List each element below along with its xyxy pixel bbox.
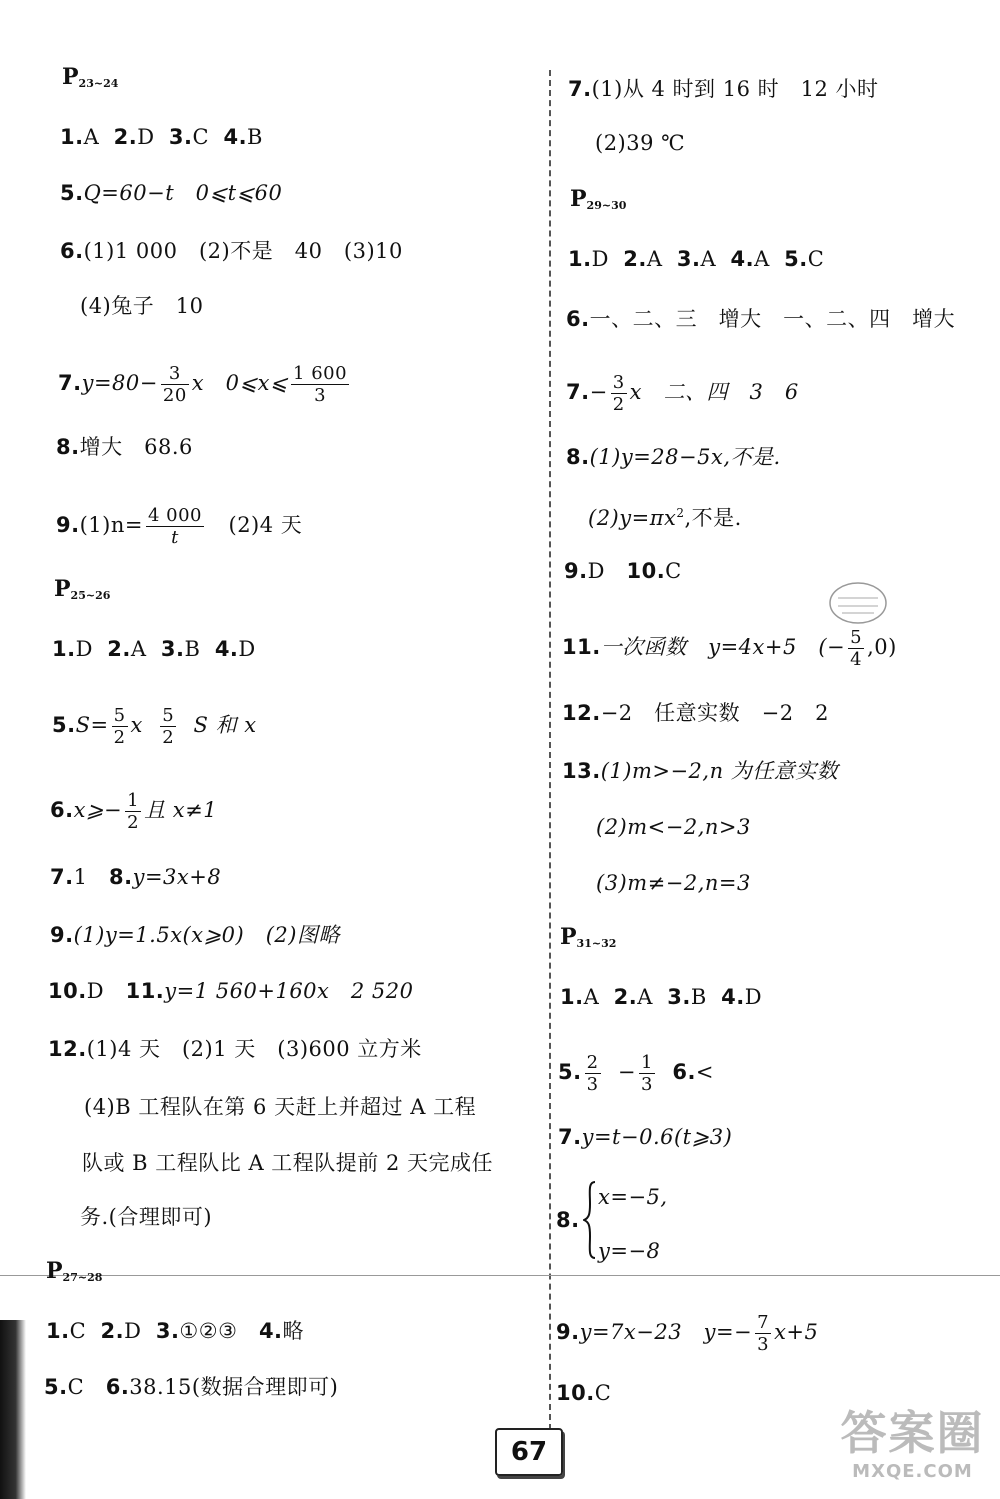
answer-line: 5.S= $\frac{5}{2}$ x $\frac{5}{2}$ S 和 x bbox=[52, 705, 257, 748]
answer-line: 务.(合理即可) bbox=[80, 1205, 213, 1229]
fraction: $\frac{5}{4}$ bbox=[850, 627, 863, 670]
fraction: $\frac{1}{2}$ bbox=[127, 790, 140, 833]
answer-line: 1.A 2.D 3.C 4.B bbox=[60, 125, 263, 149]
answer-line: 8. bbox=[556, 1208, 580, 1232]
fraction: $\frac{3}{20}$ bbox=[162, 363, 187, 406]
watermark-logo: 答案圈 MXQE.COM bbox=[840, 1406, 985, 1482]
fraction: $\frac{1}{3}$ bbox=[641, 1052, 653, 1095]
answer-line: 1.A 2.A 3.B 4.D bbox=[560, 985, 763, 1009]
horizontal-rule bbox=[0, 1275, 1000, 1276]
answer-line: (3)m≠−2,n=3 bbox=[596, 871, 751, 895]
section-header-31-32: $P_{31\sim 32}$ bbox=[560, 924, 617, 950]
system-brace bbox=[583, 1180, 597, 1260]
answer-line: 8.增大 68.6 bbox=[56, 435, 193, 459]
answer-line: 7.y=80− $\frac{3}{20}$ x 0⩽x⩽ $\frac{1 600}{3}$ bbox=[58, 363, 348, 406]
answer-line: 9.(1)n= $\frac{4 000}{t}$ (2)4 天 bbox=[56, 505, 303, 548]
column-divider bbox=[549, 70, 551, 1430]
answer-line: 5.C 6.38.15(数据合理即可) bbox=[44, 1375, 339, 1399]
page-edge-shadow bbox=[0, 1320, 26, 1499]
answer-line: 9.(1)y=1.5x(x⩾0) (2)图略 bbox=[50, 923, 340, 947]
answer-line: 1.C 2.D 3.①②③ 4.略 bbox=[46, 1319, 305, 1343]
answer-line: 8.(1)y=28−5x,不是. bbox=[566, 445, 781, 469]
stamp-icon bbox=[826, 578, 890, 628]
answer-line: 队或 B 工程队比 A 工程队提前 2 天完成任 bbox=[82, 1151, 494, 1175]
answer-line: 6.x⩾− $\frac{1}{2}$ 且 x≠1 bbox=[50, 790, 218, 833]
system-equation-2: y=−8 bbox=[598, 1239, 661, 1263]
answer-line: 7.(1)从 4 时到 16 时 12 小时 bbox=[568, 77, 879, 101]
page-number: 67 bbox=[495, 1428, 563, 1476]
answer-line: 12.(1)4 天 (2)1 天 (3)600 立方米 bbox=[48, 1037, 422, 1061]
section-header-27-28: $P_{27\sim 28}$ bbox=[46, 1258, 103, 1284]
fraction: $\frac{3}{2}$ bbox=[612, 372, 625, 415]
section-header-29-30: $P_{29\sim 30}$ bbox=[570, 186, 627, 212]
answer-line: 7.y=t−0.6(t⩾3) bbox=[558, 1125, 733, 1149]
answer-line: 6.一、二、三 增大 一、二、四 增大 bbox=[566, 307, 956, 331]
answer-line: 1.D 2.A 3.A 4.A 5.C bbox=[568, 247, 825, 271]
answer-line: (4)兔子 10 bbox=[80, 294, 204, 318]
answer-line: 5.Q=60−t 0⩽t⩽60 bbox=[60, 181, 283, 205]
answer-line: $(2)y=\pi x^2$,不是. bbox=[588, 506, 742, 530]
answer-line: (2)39 ℃ bbox=[595, 131, 686, 155]
fraction: $\frac{1 600}{3}$ bbox=[293, 363, 348, 406]
answer-line: 6.(1)1 000 (2)不是 40 (3)10 bbox=[60, 239, 403, 263]
section-header-23-24: $P_{23\sim 24}$ bbox=[62, 64, 119, 90]
fraction: $\frac{5}{2}$ bbox=[113, 705, 126, 748]
answer-line: 7.1 8.y=3x+8 bbox=[50, 865, 222, 889]
answer-line: 11.一次函数 y=4x+5 (− $\frac{5}{4}$ ,0) bbox=[562, 627, 897, 670]
section-header-25-26: $P_{25\sim 26}$ bbox=[54, 576, 111, 602]
answer-line: 9.y=7x−23 y=− $\frac{7}{3}$ x+5 bbox=[556, 1312, 819, 1355]
answer-line: 10.D 11.y=1 560+160x 2 520 bbox=[48, 979, 414, 1003]
answer-line: 10.C bbox=[556, 1381, 612, 1405]
answer-line: (4)B 工程队在第 6 天赶上并超过 A 工程 bbox=[84, 1095, 477, 1119]
system-equation-1: x=−5, bbox=[598, 1185, 668, 1209]
answer-line: 5. $\frac{2}{3}$ − $\frac{1}{3}$ 6.< bbox=[558, 1052, 715, 1095]
answer-line: (2)m<−2,n>3 bbox=[596, 815, 751, 839]
answer-line: 7.− $\frac{3}{2}$ x 二、四 3 6 bbox=[566, 372, 799, 415]
answer-line: 13.(1)m>−2,n 为任意实数 bbox=[562, 759, 839, 783]
fraction: $\frac{4 000}{t}$ bbox=[147, 505, 202, 548]
answer-line: 1.D 2.A 3.B 4.D bbox=[52, 637, 256, 661]
fraction: $\frac{5}{2}$ bbox=[162, 705, 175, 748]
answer-line: 9.D 10.C bbox=[564, 559, 682, 583]
answer-line: 12.−2 任意实数 −2 2 bbox=[562, 701, 829, 725]
fraction: $\frac{7}{3}$ bbox=[757, 1312, 770, 1355]
fraction: $\frac{2}{3}$ bbox=[586, 1052, 599, 1095]
